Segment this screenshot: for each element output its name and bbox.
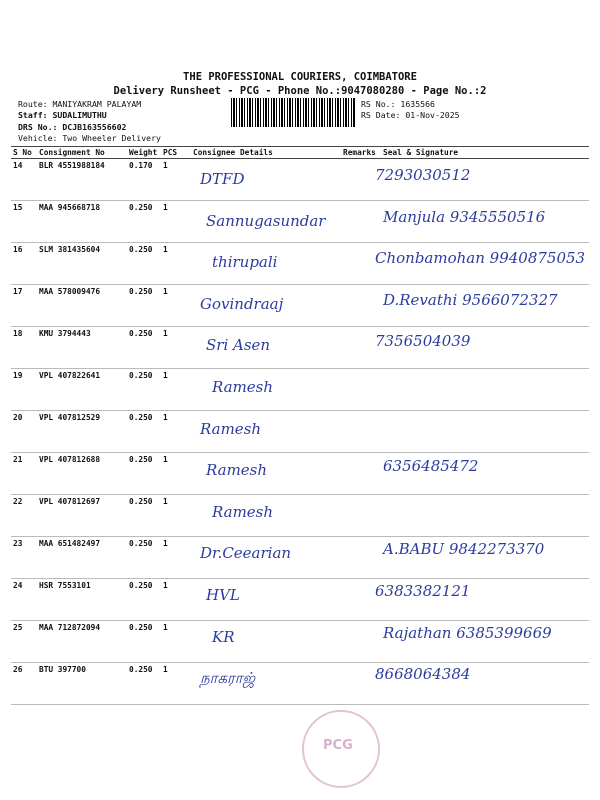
cell-pcs: 1 [161,411,191,453]
route-label: Route: MANIYAKRAM PALAYAM [18,99,142,109]
cell-consignment-no: HSR 7553101 [37,579,127,621]
runsheet-subtitle: Delivery Runsheet - PCG - Phone No.:9047080280 - Page No.:2 [113,85,487,97]
col-weight: Weight [127,147,161,159]
consignee-handwriting: Ramesh [212,502,274,521]
cell-consignment-no: MAA 651482497 [37,537,127,579]
cell-weight: 0.250 [127,579,161,621]
cell-sno: 22 [11,495,37,537]
cell-pcs: 1 [161,369,191,411]
col-seal-signature: Seal & Signature [381,147,589,159]
col-consignment: Consignment No [37,147,127,159]
cell-pcs: 1 [161,663,191,705]
cell-weight: 0.250 [127,411,161,453]
consignee-handwriting: KR [212,627,235,646]
cell-pcs: 1 [161,327,191,369]
consignee-handwriting: thirupali [212,253,278,272]
cell-pcs: 1 [161,243,191,285]
signature-handwriting: 7356504039 [375,332,471,351]
cell-sno: 23 [11,537,37,579]
cell-remarks [341,495,381,537]
cell-consignment-no: BLR 4551988184 [37,159,127,201]
cell-weight: 0.250 [127,453,161,495]
consignee-handwriting: Govindraaj [200,294,284,313]
rs-number: RS No.: 1635566 [361,99,435,109]
cell-sno: 19 [11,369,37,411]
signature-handwriting: Manjula 9345550516 [383,207,546,226]
consignee-handwriting: Ramesh [200,419,262,438]
col-sno: S No [11,147,37,159]
cell-consignment-no: VPL 407822641 [37,369,127,411]
drs-label [18,122,126,132]
table-row [11,411,589,453]
table-row [11,159,589,201]
cell-consignment-no: MAA 712872094 [37,621,127,663]
cell-consignment-no: SLM 381435604 [37,243,127,285]
consignee-handwriting: Sri Asen [206,336,271,355]
cell-remarks [341,453,381,495]
signature-handwriting: 6383382121 [375,582,471,600]
table-row [11,453,589,495]
stamp-text: PCG [323,738,353,753]
cell-weight: 0.250 [127,285,161,327]
staff-label [18,110,107,120]
signature-handwriting: A.BABU 9842273370 [383,540,545,559]
drs-value: DRS No.: DCJB163556602 [18,122,127,132]
cell-weight: 0.250 [127,495,161,537]
signature-handwriting: 6356485472 [383,457,479,476]
cell-remarks [341,621,381,663]
consignee-handwriting: HVL [206,586,240,604]
cell-pcs: 1 [161,285,191,327]
table-row [11,327,589,369]
runsheet-table [11,146,589,705]
cell-remarks [341,285,381,327]
cell-weight: 0.250 [127,201,161,243]
table-row [11,579,589,621]
cell-seal-signature [381,369,589,411]
cell-consignment-no: MAA 578009476 [37,285,127,327]
cell-sno: 16 [11,243,37,285]
rs-date: RS Date: 01-Nov-2025 [361,110,460,120]
cell-weight: 0.250 [127,663,161,705]
col-remarks: Remarks [341,147,381,159]
cell-remarks [341,369,381,411]
cell-consignment-no: VPL 407812529 [37,411,127,453]
table-header-row [11,147,589,159]
consignee-handwriting: நாகராஜ் [200,669,256,688]
cell-weight: 0.250 [127,243,161,285]
cell-sno: 18 [11,327,37,369]
cell-weight: 0.250 [127,621,161,663]
cell-sno: 25 [11,621,37,663]
courier-stamp [302,710,380,788]
signature-handwriting: Chonbamohan 9940875053 [375,249,586,268]
cell-sno: 24 [11,579,37,621]
vehicle-label: Vehicle: Two Wheeler Delivery [18,133,161,143]
consignee-handwriting: Ramesh [212,378,274,396]
signature-handwriting: D.Revathi 9566072327 [383,290,558,309]
cell-consignment-no: VPL 407812697 [37,495,127,537]
cell-remarks [341,411,381,453]
col-consignee: Consignee Details [191,147,341,159]
cell-pcs: 1 [161,453,191,495]
barcode-image [231,98,356,127]
cell-weight: 0.250 [127,537,161,579]
cell-seal-signature [381,411,589,453]
col-pcs: PCS [161,147,191,159]
table-row [11,369,589,411]
cell-seal-signature [381,495,589,537]
cell-sno: 17 [11,285,37,327]
cell-sno: 15 [11,201,37,243]
consignee-handwriting: DTFD [200,170,245,188]
cell-remarks [341,201,381,243]
cell-consignment-no: KMU 3794443 [37,327,127,369]
signature-handwriting: 7293030512 [375,166,471,184]
consignee-handwriting: Sannugasundar [206,211,326,230]
cell-sno: 20 [11,411,37,453]
signature-handwriting: Rajathan 6385399669 [383,623,552,642]
cell-weight: 0.250 [127,369,161,411]
cell-sno: 14 [11,159,37,201]
cell-remarks [341,537,381,579]
cell-pcs: 1 [161,621,191,663]
table-row [11,663,589,705]
cell-consignment-no: MAA 945668718 [37,201,127,243]
cell-pcs: 1 [161,201,191,243]
cell-consignment-no: VPL 407812688 [37,453,127,495]
cell-pcs: 1 [161,159,191,201]
cell-consignment-no: BTU 397700 [37,663,127,705]
cell-pcs: 1 [161,495,191,537]
company-title: THE PROFESSIONAL COURIERS, COIMBATORE [183,71,417,83]
table-row [11,495,589,537]
consignee-handwriting: Dr.Ceearian [200,544,292,563]
cell-sno: 21 [11,453,37,495]
cell-sno: 26 [11,663,37,705]
consignee-handwriting: Ramesh [206,461,268,480]
cell-weight: 0.250 [127,327,161,369]
staff-value: Staff: SUDALIMUTHU [18,110,107,120]
cell-weight: 0.170 [127,159,161,201]
cell-pcs: 1 [161,537,191,579]
signature-handwriting: 8668064384 [375,665,471,684]
cell-pcs: 1 [161,579,191,621]
